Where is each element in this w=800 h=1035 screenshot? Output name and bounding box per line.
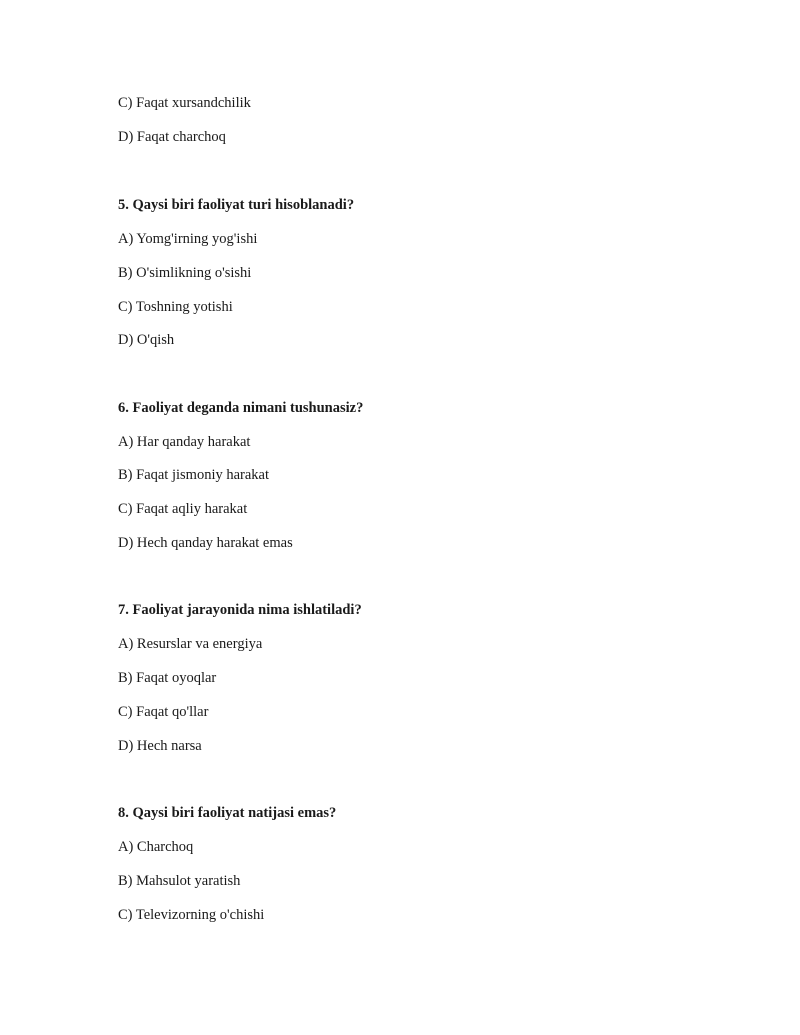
question-8: 8. Qaysi biri faoliyat natijasi emas?: [118, 805, 337, 821]
question-5: 5. Qaysi biri faoliyat turi hisoblanadi?: [118, 197, 355, 213]
q5-option-d: D) O'qish: [118, 332, 175, 348]
q7-option-d: D) Hech narsa: [118, 738, 202, 754]
q5-option-b: B) O'simlikning o'sishi: [118, 265, 252, 281]
q5-option-a: A) Yomg'irning yog'ishi: [118, 231, 258, 247]
q7-option-a: A) Resurslar va energiya: [118, 636, 263, 652]
option-c: C) Faqat xursandchilik: [118, 95, 251, 111]
q6-option-a: A) Har qanday harakat: [118, 434, 251, 450]
q5-option-c: C) Toshning yotishi: [118, 299, 233, 315]
option-d: D) Faqat charchoq: [118, 129, 226, 145]
q8-option-c: C) Televizorning o'chishi: [118, 907, 265, 923]
q6-option-b: B) Faqat jismoniy harakat: [118, 467, 270, 483]
q7-option-b: B) Faqat oyoqlar: [118, 670, 217, 686]
q6-option-d: D) Hech qanday harakat emas: [118, 535, 293, 551]
q8-option-b: B) Mahsulot yaratish: [118, 873, 241, 889]
q7-option-c: C) Faqat qo'llar: [118, 704, 209, 720]
question-6: 6. Faoliyat deganda nimani tushunasiz?: [118, 400, 364, 416]
question-7: 7. Faoliyat jarayonida nima ishlatiladi?: [118, 602, 362, 618]
q6-option-c: C) Faqat aqliy harakat: [118, 501, 248, 517]
q8-option-a: A) Charchoq: [118, 839, 194, 855]
